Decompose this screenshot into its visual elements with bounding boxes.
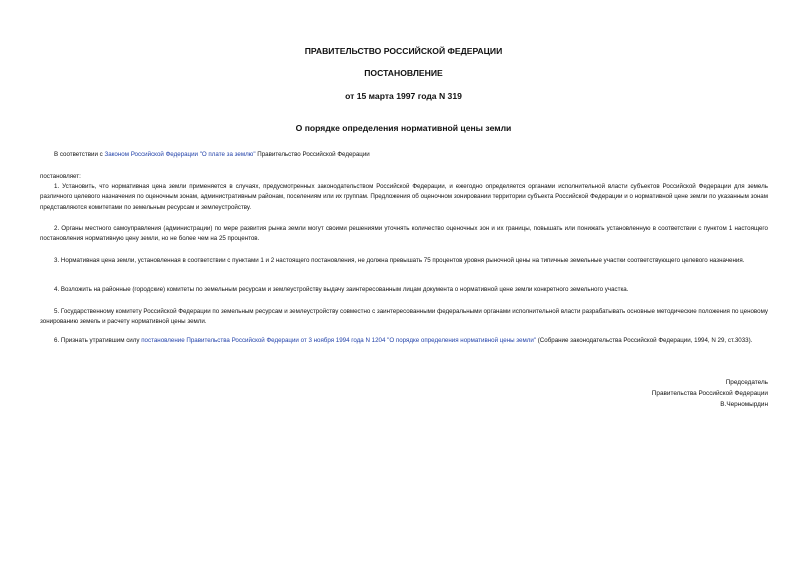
paragraph-6-suffix: (Собрание законодательства Российской Федерации, 1994, N 29, ст.3033). [536, 337, 753, 344]
paragraph-text: 4. Возложить на районные (городские) комитеты по земельным ресурсам и землеустройству выдачу заинтересованным лицам документа о нормативной цене земли конкретного земельного участка. [54, 286, 629, 293]
paragraph-text: 2. Органы местного самоуправления (администрации) по мере развития рынка земли могут своими решениями уточнять количество оценочных зон и их границы, повышать или понижать установленную в соответствии с пунктом 1 настоящего постановления нормативную цену земли, но не более чем на 25 процентов. [40, 225, 768, 243]
issuer-heading: ПРАВИТЕЛЬСТВО РОССИЙСКОЙ ФЕДЕРАЦИИ [304, 46, 503, 56]
date-number-heading: от 15 марта 1997 года N 319 [345, 91, 462, 101]
signature-organization: Правительства Российской Федерации [651, 390, 768, 397]
paragraph-text: 1. Установить, что нормативная цена земли применяется в случаях, предусмотренных законодательством Российской Федерации, и ежегодно определяется органами исполнительной власти субъектов Российской Федерации для земель различного целевого назначения по оценочным зонам, административным районам, поселениям или их группам. Предложения об оценочном зонировании территории субъекта Российской Федерации и о нормативной цене земли по указанным зонам представляются комитетами по земельным ресурсам и землеустройству. [40, 183, 768, 211]
signature-position: Председатель [725, 379, 768, 386]
intro-prefix: В соответствии с [54, 151, 105, 158]
paragraph-text: 5. Государственному комитету Российской Федерации по земельным ресурсам и землеустройству совместно с заинтересованными федеральными органами исполнительной власти разрабатывать основные методические положения по ценовому зонированию земель и расчету нормативной цены земли. [40, 308, 768, 326]
decrees-word: постановляет: [40, 173, 81, 180]
paragraph-item-5 [40, 307, 768, 328]
paragraph-6-prefix: 6. Признать утратившим силу [54, 337, 142, 344]
document-title: О порядке определения нормативной цены земли [295, 123, 512, 133]
paragraph-text: 3. Нормативная цена земли, установленная в соответствии с пунктами 1 и 2 настоящего постановления, не должна превышать 75 процентов уровня рыночной цены на типичные земельные участки соответствующего целевого назначения. [54, 257, 745, 264]
signature-name: В.Черномырдин [720, 401, 768, 408]
paragraph-item-2 [40, 224, 768, 245]
paragraph-item-3 [40, 256, 768, 266]
paragraph-item-1 [40, 182, 768, 213]
paragraph-item-4 [40, 285, 768, 295]
paragraph-item-6 [40, 336, 768, 346]
repealed-decree-link[interactable]: постановление Правительства Российской Федерации от 3 ноября 1994 года N 1204 "О порядке определения нормативной цены земли" [141, 337, 537, 344]
law-link[interactable]: Законом Российской Федерации "О плате за землю" [104, 151, 256, 158]
intro-suffix: Правительство Российской Федерации [255, 151, 370, 158]
document-type-heading: ПОСТАНОВЛЕНИЕ [364, 68, 443, 78]
intro-paragraph [40, 150, 768, 160]
